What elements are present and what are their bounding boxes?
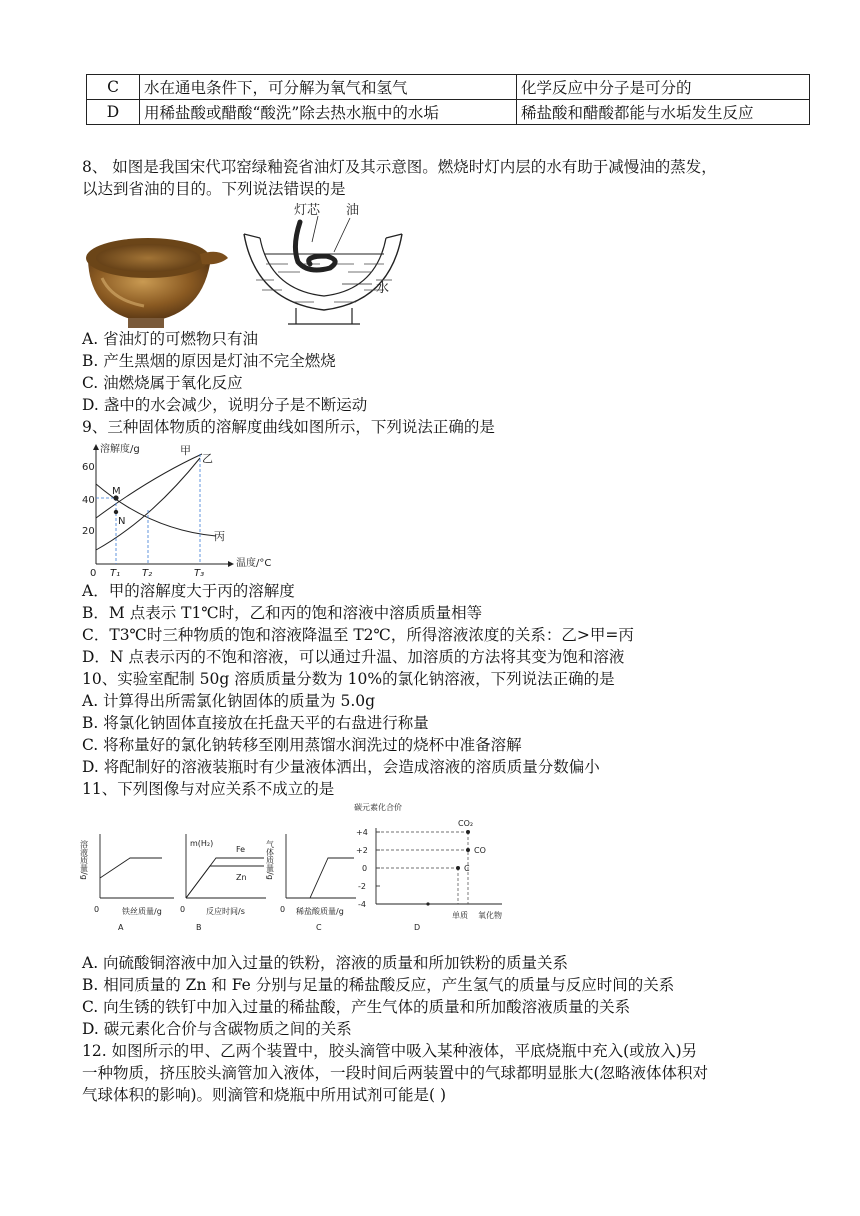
x-axis-label: 温度/°C [236,558,272,569]
point-n [114,510,118,514]
point-label: CO [474,846,486,855]
graph-b-tag: B [196,923,202,932]
point-c [456,866,460,870]
x-tick: T₂ [142,568,153,579]
curve-label: 甲 [180,444,191,457]
x-tick: T₃ [194,568,205,579]
q9-option-c: C．T3℃时三种物质的饱和溶液降温至 T2℃，所得溶液浓度的关系：乙>甲=丙 [82,626,634,644]
oil-lamp-photo [82,222,232,334]
q9-option-a: A．甲的溶解度大于丙的溶解度 [82,582,295,600]
curve-label: 丙 [214,530,225,543]
graph-b-ylabel: m(H₂) [190,839,214,848]
q8-stem-line1: 8、 如图是我国宋代邛窑绿釉瓷省油灯及其示意图。燃烧时灯内层的水有助于减慢油的蒸发， [82,158,717,176]
water-label: 水 [376,281,390,296]
graph-b-line-label: Fe [236,845,246,854]
graph-d-ytick: -4 [358,900,366,909]
q11-option-c: C. 向生锈的铁钉中加入过量的稀盐酸，产生气体的质量和所加酸溶液质量的关系 [82,998,631,1016]
graph-a [79,830,176,934]
graph-d-ytick: +2 [356,846,368,855]
y-tick: 60 [82,462,95,473]
graph-d [352,800,512,936]
graph-b-origin: 0 [180,905,186,914]
point-m-label: M [112,486,121,497]
q8-option-b: B. 产生黑烟的原因是灯油不完全燃烧 [82,352,336,370]
graph-d-tag: D [414,923,421,932]
graph-a-ylabel: 溶液质量/g [79,840,89,880]
graph-a-xlabel: 铁丝质量/g [122,907,162,916]
axis-dot [426,902,429,905]
row-key: D [87,100,140,125]
graph-d-ytick: -2 [358,882,366,891]
q12-line1: 12. 如图所示的甲、乙两个装置中，胶头滴管中吸入某种液体，平底烧瓶中充入(或放入)另 [82,1042,698,1060]
point-label: CO₂ [458,819,474,828]
q9-option-b: B．M 点表示 T1℃时，乙和丙的饱和溶液中溶质质量相等 [82,604,483,622]
table-row [87,100,810,125]
graph-a-tag: A [118,923,124,932]
q10-stem: 10、实验室配制 50g 溶质质量分数为 10%的氯化钠溶液，下列说法正确的是 [82,670,615,688]
graph-d-ytick: 0 [362,864,368,873]
q10-option-a: A. 计算得出所需氯化钠固体的质量为 5.0g [82,692,376,710]
q8-option-c: C. 油燃烧属于氧化反应 [82,374,243,392]
point-label: C [464,864,470,873]
graph-b [176,830,272,934]
graph-c-xlabel: 稀盐酸质量/g [296,907,344,916]
q8-stem-line2: 以达到省油的目的。下列说法错误的是 [82,180,346,198]
graph-d-ylabel: 碳元素化合价 [354,803,402,812]
graph-b-line-label: Zn [236,873,247,882]
graph-c-origin: 0 [280,905,286,914]
x-tick: T₁ [110,568,121,579]
row-fact: 用稀盐酸或醋酸“酸洗”除去热水瓶中的水垢 [140,100,517,125]
graph-c-tag: C [316,923,322,932]
oil-lamp-diagram [238,198,408,334]
graph-d-ytick: +4 [356,828,368,837]
q11-stem: 11、下列图像与对应关系不成立的是 [82,780,335,798]
row-fact: 水在通电条件下，可分解为氧气和氢气 [140,75,517,100]
q10-option-c: C. 将称量好的氯化钠转移至刚用蒸馏水润洗过的烧杯中准备溶解 [82,736,522,754]
point-co [466,848,470,852]
graph-c [265,830,360,934]
origin-label: 0 [90,568,97,579]
row-key: C [87,75,140,100]
q11-option-b: B. 相同质量的 Zn 和 Fe 分别与足量的稀盐酸反应，产生氢气的质量与反应时间的关系 [82,976,675,994]
graph-d-xcat: 单质 [452,911,468,920]
point-n-label: N [118,516,126,527]
y-tick: 40 [82,495,95,506]
answer-table [86,74,810,125]
graph-d-xcat: 氧化物 [478,911,502,920]
q10-option-d: D. 将配制好的溶液装瓶时有少量液体洒出，会造成溶液的溶质质量分数偏小 [82,758,600,776]
row-explain: 稀盐酸和醋酸都能与水垢发生反应 [517,100,810,125]
q8-option-d: D. 盏中的水会减少，说明分子是不断运动 [82,396,368,414]
solubility-graph [80,440,290,580]
row-explain: 化学反应中分子是可分的 [517,75,810,100]
oil-label: 油 [346,203,360,218]
curve-label: 乙 [202,452,213,465]
q11-option-d: D. 碳元素化合价与含碳物质之间的关系 [82,1020,352,1038]
q11-option-a: A. 向硫酸铜溶液中加入过量的铁粉，溶液的质量和所加铁粉的质量关系 [82,954,569,972]
graph-b-xlabel: 反应时间/s [206,907,245,916]
graph-a-origin: 0 [94,905,100,914]
q9-stem: 9、三种固体物质的溶解度曲线如图所示，下列说法正确的是 [82,418,495,436]
q12-line2: 一种物质，挤压胶头滴管加入液体，一段时间后两装置中的气球都明显胀大(忽略液体体积对 [82,1064,709,1082]
table-row [87,75,810,100]
q12-line3: 气球体积的影响)。则滴管和烧瓶中所用试剂可能是( ) [82,1086,447,1104]
q8-option-a: A. 省油灯的可燃物只有油 [82,330,259,348]
y-axis-label: 溶解度/g [100,444,140,455]
y-tick: 20 [82,526,95,537]
q10-option-b: B. 将氯化钠固体直接放在托盘天平的右盘进行称量 [82,714,429,732]
graph-c-ylabel: 气体质量/g [265,840,275,880]
wick-label: 灯芯 [294,203,321,218]
q9-option-d: D．N 点表示丙的不饱和溶液，可以通过升温、加溶质的方法将其变为饱和溶液 [82,648,625,666]
point-co2 [466,830,470,834]
